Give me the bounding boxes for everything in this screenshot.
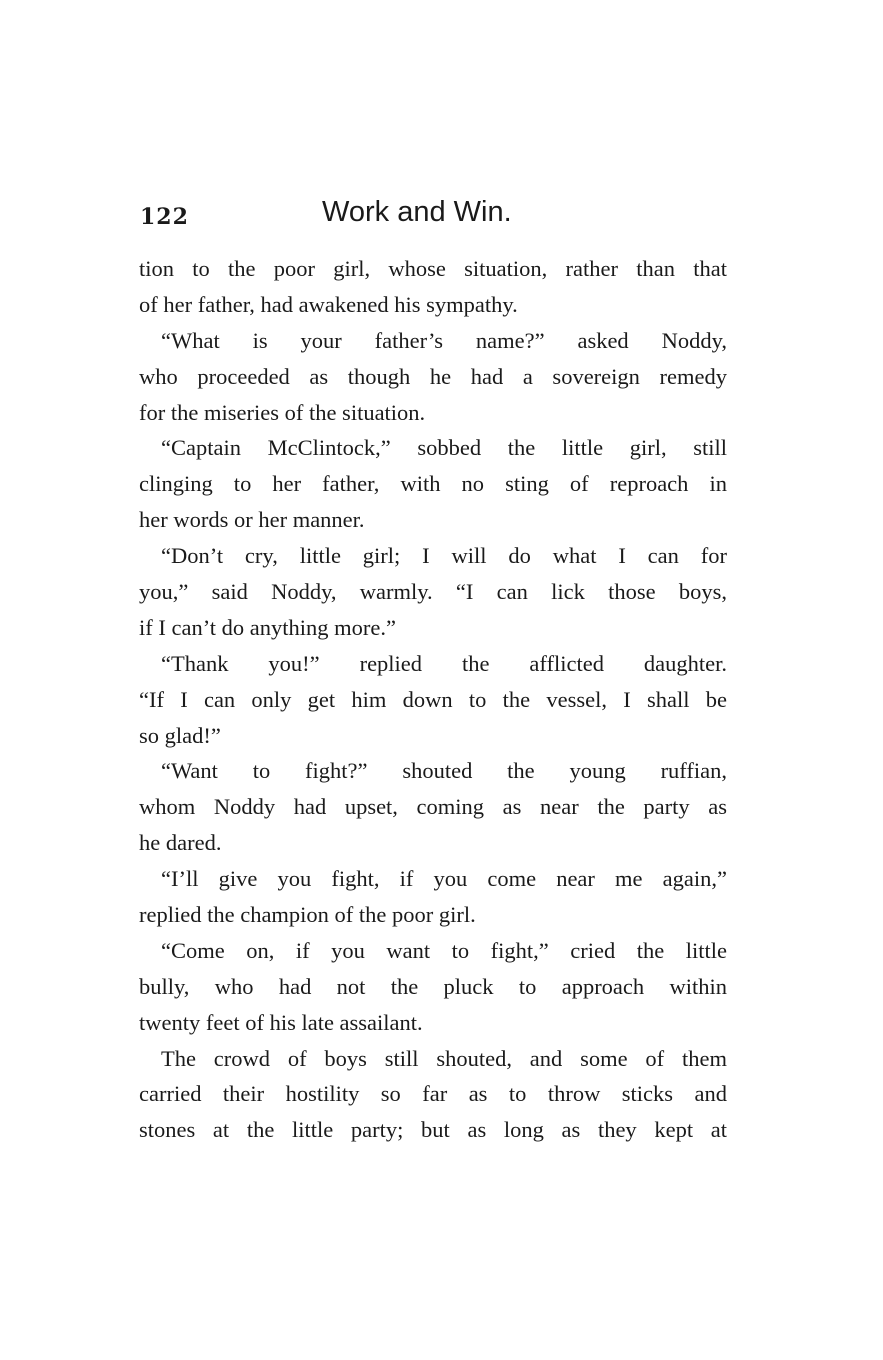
- text-line: tion to the poor girl, whose situation, rather than that: [139, 256, 727, 281]
- text-line: “Thank you!” replied the afflicted daughter.: [161, 650, 727, 676]
- text-line: “Come on, if you want to fight,” cried the little: [161, 937, 727, 963]
- text-line: “I’ll give you fight, if you come near me again,”: [161, 866, 727, 892]
- text-line: clinging to her father, with no sting of reproach in: [139, 471, 727, 497]
- text-line: of her father, had awakened his sympathy.: [139, 291, 518, 317]
- text-line: so glad!”: [139, 722, 221, 748]
- text-line: “Captain McClintock,” sobbed the little girl, still: [161, 435, 727, 461]
- text-line: bully, who had not the pluck to approach within: [139, 973, 727, 999]
- text-line: twenty feet of his late assailant.: [139, 1009, 423, 1035]
- page-number: 122: [140, 204, 189, 230]
- text-line: if I can’t do anything more.”: [139, 614, 397, 640]
- text-line: stones at the little party; but as long as they kept at: [139, 1117, 727, 1143]
- text-line: for the miseries of the situation.: [139, 399, 426, 425]
- text-line: “If I can only get him down to the vessel, I shall be: [139, 686, 727, 712]
- text-line: whom Noddy had upset, coming as near the party as: [139, 794, 727, 820]
- text-line: who proceeded as though he had a sovereign remedy: [139, 363, 727, 389]
- text-line: carried their hostility so far as to throw sticks and: [139, 1081, 727, 1107]
- body-text: [139, 251, 727, 1148]
- running-head: [140, 196, 728, 236]
- text-line: “Want to fight?” shouted the young ruffian,: [161, 758, 727, 784]
- running-title: Work and Win.: [322, 196, 512, 228]
- text-line: he dared.: [139, 830, 222, 856]
- text-line: The crowd of boys still shouted, and some of them: [161, 1045, 727, 1071]
- text-line: her words or her manner.: [139, 507, 365, 533]
- text-line: you,” said Noddy, warmly. “I can lick those boys,: [139, 579, 727, 605]
- text-line: “Don’t cry, little girl; I will do what I can for: [161, 543, 727, 569]
- text-line: “What is your father’s name?” asked Noddy,: [161, 327, 727, 353]
- text-line: replied the champion of the poor girl.: [139, 902, 476, 928]
